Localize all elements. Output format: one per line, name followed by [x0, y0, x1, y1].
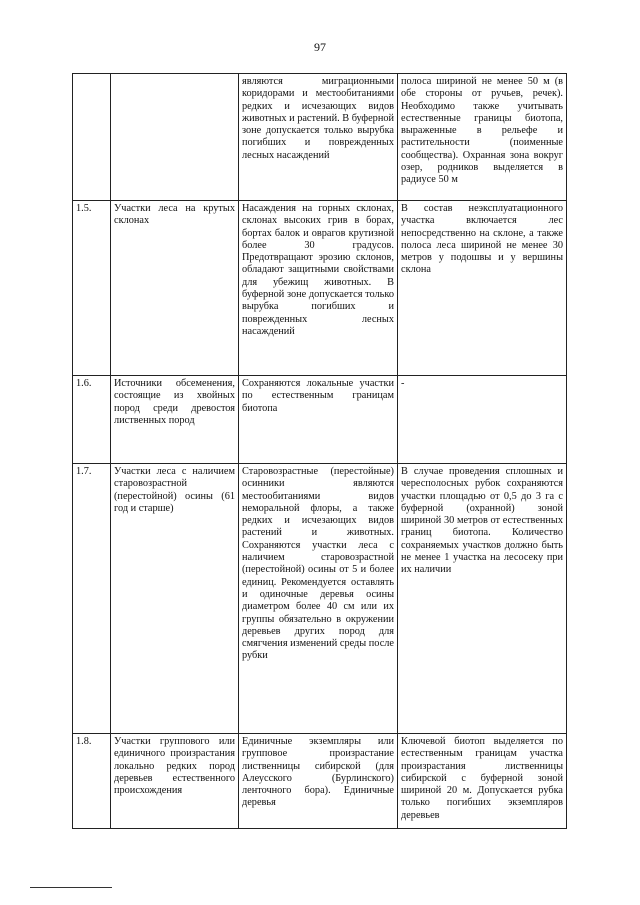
- table-row: [73, 734, 567, 829]
- object-name: Участки леса на крутых склонах: [111, 201, 239, 376]
- row-number: 1.8.: [73, 734, 111, 829]
- row-number: 1.5.: [73, 201, 111, 376]
- object-note: Ключевой биотоп выделяется по естественным границам участка произрастания лиственницы сибирской с буферной зоной шириной 20 м. Допускается рубка только погибших экземпляров деревьев: [398, 734, 567, 829]
- row-number: 1.6.: [73, 376, 111, 464]
- footnote-rule: [30, 887, 112, 888]
- page-number: 97: [314, 40, 326, 54]
- object-note: В состав неэксплуатационного участка включается лес непосредственно на склоне, а также полоса леса шириной не менее 30 метров у подошвы и у вершины склона: [398, 201, 567, 376]
- biotope-table: [72, 73, 567, 829]
- object-note: -: [398, 376, 567, 464]
- object-description: Единичные экземпляры или групповое произрастание лиственницы сибирской (для Алеусского (Бурлинского) ленточного бора). Единичные деревья: [239, 734, 398, 829]
- table-row: [73, 376, 567, 464]
- object-name: Источники обсеменения, состоящие из хвойных пород среди древостоя лиственных пород: [111, 376, 239, 464]
- table-row: [73, 74, 567, 201]
- object-description: Сохраняются локальные участки по естественным границам биотопа: [239, 376, 398, 464]
- object-description: являются миграционными коридорами и местообитаниями редких и исчезающих видов животных и растений. В буферной зоне допускается только вырубка погибших и поврежденных лесных насаждений: [239, 74, 398, 201]
- object-name: Участки леса с наличием старовозрастной (перестойной) осины (61 год и старше): [111, 464, 239, 734]
- object-description: Старовозрастные (перестойные) осинники являются местообитаниями видов неморальной флоры, а также редких и исчезающих видов растений и животных. Сохраняются участки леса с наличием старовозрастной (перестойной) осины от 5 и более единиц. Рекомендуется оставлять и одиночные деревья осины диаметром более 40 см или их группы обязательно в окружении деревьев других пород для смягчения изменений среды после рубки: [239, 464, 398, 734]
- object-description: Насаждения на горных склонах, склонах высоких грив в борах, бортах балок и оврагов крутизной более 30 градусов. Предотвращают эрозию склонов, обладают защитными свойствами для убежищ животных. В буферной зоне допускается только вырубка погибших и поврежденных лесных насаждений: [239, 201, 398, 376]
- row-number: 1.7.: [73, 464, 111, 734]
- object-name: Участки группового или единичного произрастания локально редких пород деревьев естественного происхождения: [111, 734, 239, 829]
- object-note: полоса шириной не менее 50 м (в обе стороны от ручьев, речек). Необходимо также учитывать естественные границы биотопа, выраженные в рельефе и растительности (поименные сообщества). Охранная зона вокруг озер, родников выделяется в радиусе 50 м: [398, 74, 567, 201]
- table-row: [73, 464, 567, 734]
- object-name: [111, 74, 239, 201]
- object-note: В случае проведения сплошных и чересполосных рубок сохраняются участки площадью от 0,5 до 3 га с буферной (охранной) зоной шириной 30 метров от естественных границ биотопа. Количество сохраняемых участков должно быть не менее 1 участка на лесосеку при их наличии: [398, 464, 567, 734]
- table-row: [73, 201, 567, 376]
- row-number: [73, 74, 111, 201]
